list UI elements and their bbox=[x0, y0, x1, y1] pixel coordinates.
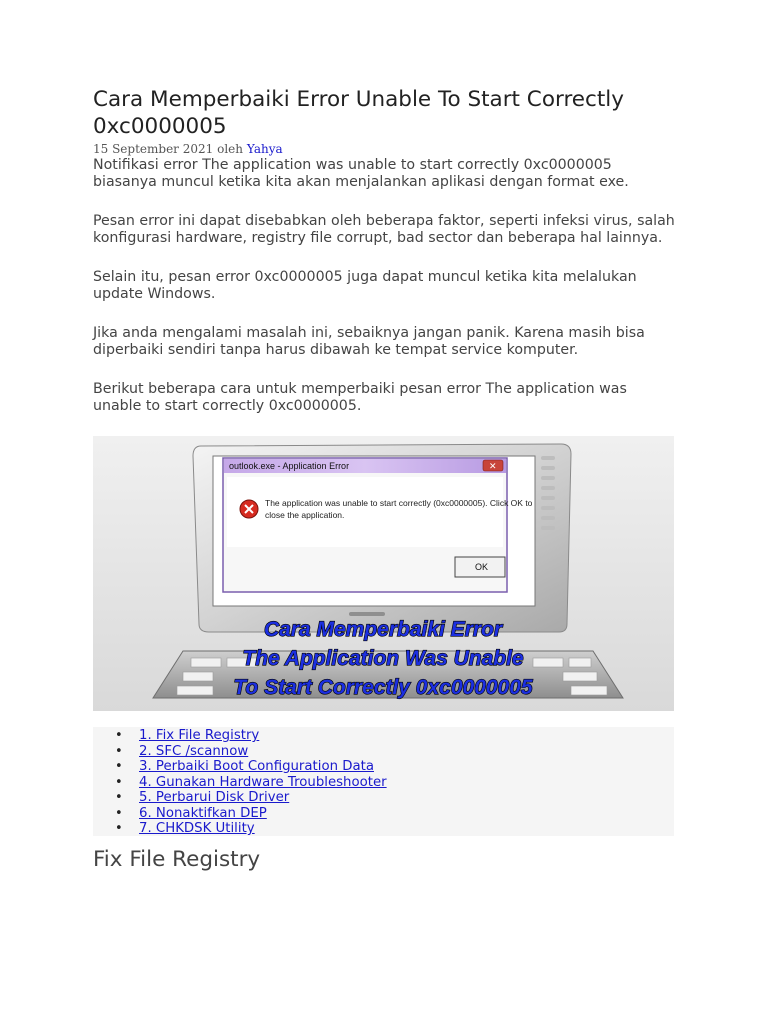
section-heading: Fix File Registry bbox=[93, 847, 261, 872]
close-icon: ✕ bbox=[489, 461, 497, 471]
computer-error-illustration bbox=[93, 436, 674, 711]
post-by: oleh bbox=[217, 142, 243, 156]
toc-item bbox=[139, 775, 674, 791]
paragraph-1: Notifikasi error The application was unable to start correctly 0xc0000005 biasanya muncul ketika kita akan menjalankan aplikasi dengan format exe. bbox=[93, 157, 629, 190]
hero-image bbox=[93, 436, 674, 711]
toc-link-hardware-troubleshooter[interactable]: 4. Gunakan Hardware Troubleshooter bbox=[139, 774, 387, 790]
toc-link-sfc-scannow[interactable]: 2. SFC /scannow bbox=[139, 743, 249, 759]
article-meta bbox=[93, 142, 675, 157]
paragraph-5: Berikut beberapa cara untuk memperbaiki pesan error The application was unable to start correctly 0xc0000005. bbox=[93, 381, 627, 414]
toc-link-boot-configuration[interactable]: 3. Perbaiki Boot Configuration Data bbox=[139, 759, 374, 774]
paragraph-3: Selain itu, pesan error 0xc0000005 juga dapat muncul ketika kita melalukan update Windows. bbox=[93, 269, 637, 302]
dialog-message-line2: close the application. bbox=[265, 510, 345, 520]
toc-item bbox=[139, 728, 674, 744]
toc-link-nonaktifkan-dep[interactable]: 6. Nonaktifkan DEP bbox=[139, 805, 267, 821]
overlay-line-1: Cara Memperbaiki Error bbox=[263, 618, 503, 641]
toc-item bbox=[139, 806, 674, 822]
overlay-line-3: To Start Correctly 0xc0000005 bbox=[233, 676, 533, 699]
toc-list bbox=[93, 728, 674, 837]
dialog-message-line1: The application was unable to start correctly (0xc0000005). Click OK to bbox=[265, 498, 533, 508]
paragraph-4: Jika anda mengalami masalah ini, sebaiknya jangan panik. Karena masih bisa diperbaiki sendiri tanpa harus dibawah ke tempat service komputer. bbox=[93, 325, 645, 358]
toc-item bbox=[139, 759, 674, 775]
overlay-line-2: The Application Was Unable bbox=[242, 647, 524, 670]
article-title: Cara Memperbaiki Error Unable To Start Correctly 0xc0000005 bbox=[93, 87, 624, 139]
toc-item bbox=[139, 821, 674, 837]
dialog-ok-label: OK bbox=[475, 562, 489, 572]
toc-item bbox=[139, 790, 674, 806]
post-date: 15 September 2021 bbox=[93, 142, 214, 156]
table-of-contents bbox=[93, 727, 674, 836]
paragraph-2: Pesan error ini dapat disebabkan oleh beberapa faktor, seperti infeksi virus, salah konfigurasi hardware, registry file corrupt, bad sector dan beberapa hal lainnya. bbox=[93, 213, 675, 246]
article bbox=[93, 86, 675, 873]
toc-link-disk-driver[interactable]: 5. Perbarui Disk Driver bbox=[139, 790, 290, 805]
toc-link-fix-file-registry[interactable]: 1. Fix File Registry bbox=[139, 728, 260, 743]
dialog-title: outlook.exe - Application Error bbox=[229, 461, 350, 471]
author-link[interactable]: Yahya bbox=[246, 142, 283, 156]
toc-link-chkdsk[interactable]: 7. CHKDSK Utility bbox=[139, 821, 255, 836]
toc-item bbox=[139, 744, 674, 760]
